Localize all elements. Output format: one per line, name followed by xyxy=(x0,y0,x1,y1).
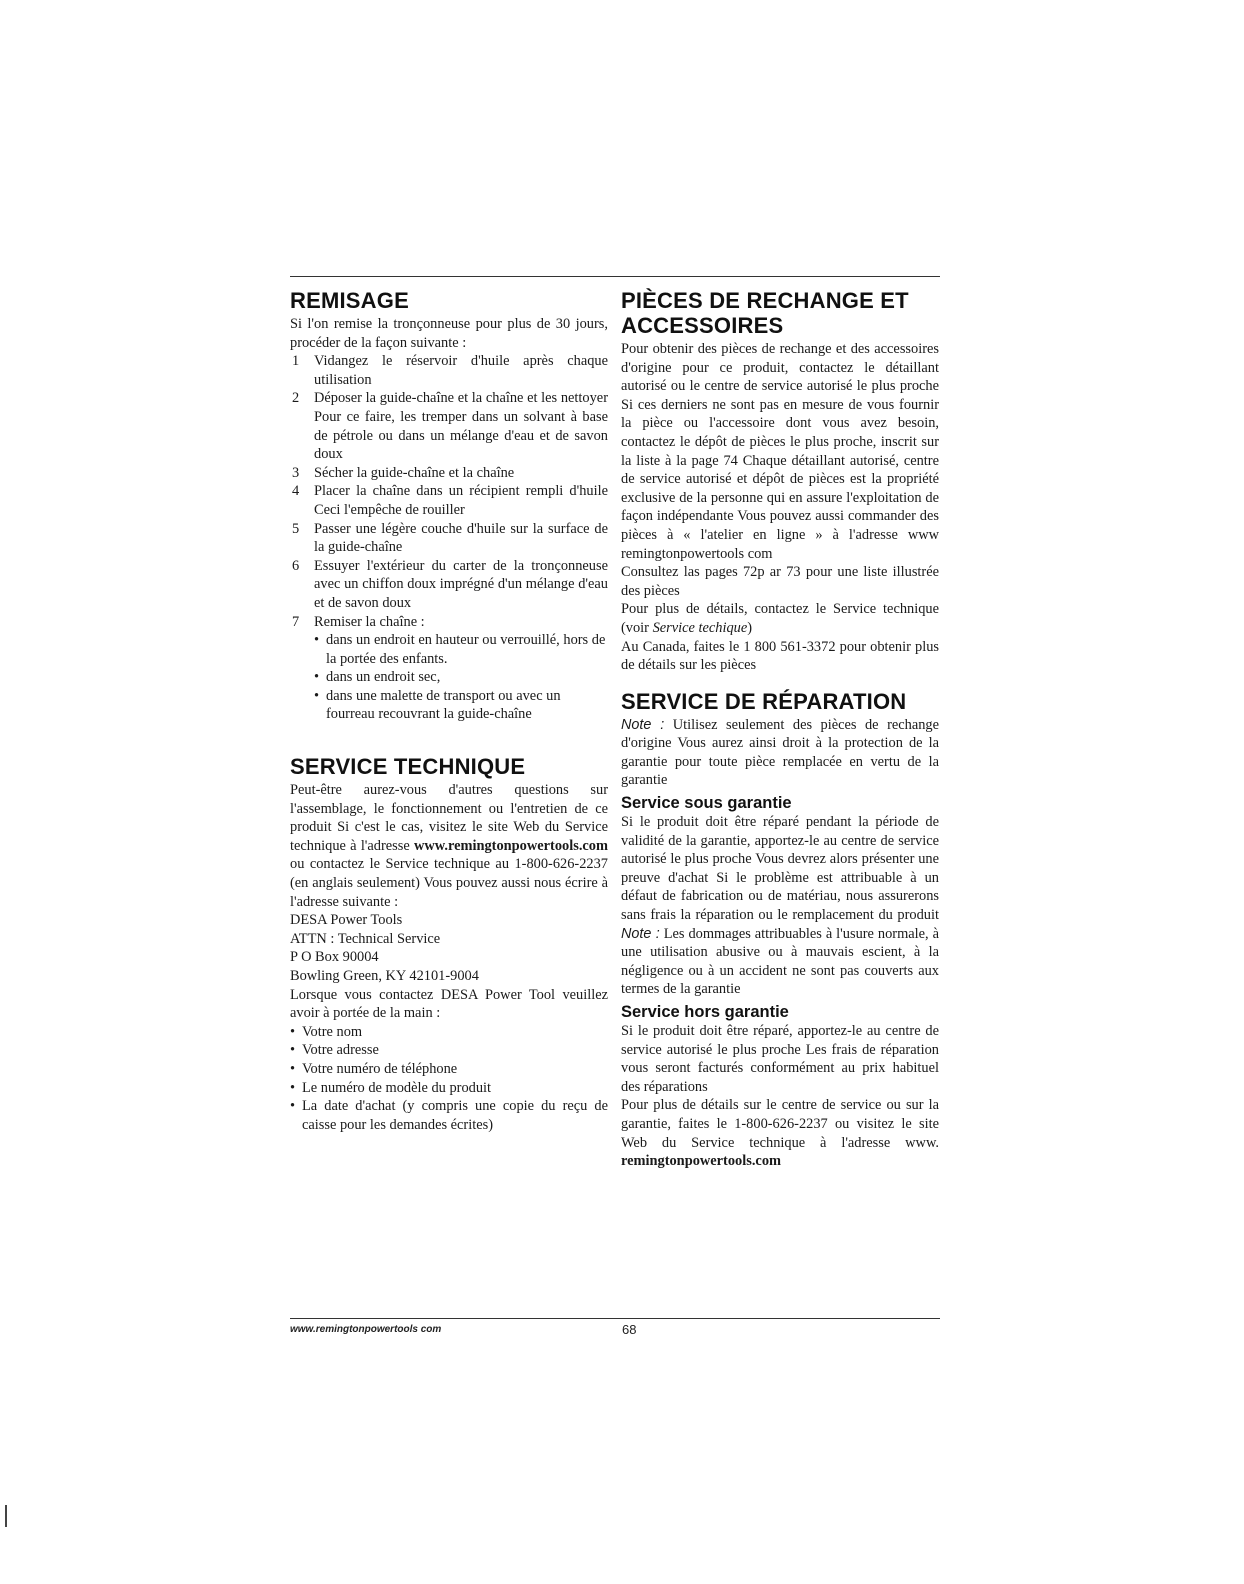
footer-url[interactable]: www.remingtonpowertools com xyxy=(290,1324,442,1335)
pieces-heading: PIÈCES DE RECHANGE ET ACCESSOIRES xyxy=(621,288,909,338)
remisage-intro: Si l'on remise la tronçonneuse pour plus de 30 jours, procéder de la façon suivante : xyxy=(290,316,608,351)
hors-garantie-url-link[interactable]: remingtonpowertools.com xyxy=(621,1153,782,1170)
contact-checklist-item: • Votre nom xyxy=(290,1023,363,1040)
service-technique-para: Peut-être aurez-vous d'autres questions sur l'assemblage, le fonctionnement ou l'entretien de ce produit Si c'est le cas, visitez le site Web du Service technique à l'adresse www.remingtonpowertools.com ou contactez le Service technique au 1-800-626-2237 (en anglais seulement) Vous pouvez aussi nous écrire à l'adresse suivante : xyxy=(290,782,608,910)
bottom-rule xyxy=(290,1318,940,1319)
reparation-heading: SERVICE DE RÉPARATION xyxy=(621,688,907,714)
bullet-icon: • xyxy=(314,687,320,704)
left-column xyxy=(290,288,608,1134)
garantie-para: Si le produit doit être réparé pendant la période de validité de la garantie, apportez-le au centre de service autorisé le plus proche Vous devrez alors présenter une preuve d'achat Si le problème est attribuable à un défaut de fabrication ou de matériau, nous assurerons sans frais la réparation ou le remplacement du produit Note : Les dommages attribuables à l'usure normale, à une utilisation abusive ou à mauvais escient, à la négligence ou à un accident ne sont pas couverts aux termes de la garantie xyxy=(621,814,939,998)
contact-checklist-item: • Le numéro de modèle du produit xyxy=(290,1079,492,1096)
service-technique-heading: SERVICE TECHNIQUE xyxy=(290,754,526,780)
scan-margin-mark xyxy=(5,1505,7,1527)
address-line: ATTN : Technical Service xyxy=(290,930,441,947)
remisage-heading: REMISAGE xyxy=(290,288,409,313)
reparation-note: Note : Utilisez seulement des pièces de rechange d'origine Vous aurez ainsi droit à la protection de la garantie pour toute pièce remplacée en vertu de la garantie xyxy=(621,716,939,789)
bullet-icon: • xyxy=(290,1060,296,1077)
top-rule xyxy=(290,276,940,277)
contact-intro: Lorsque vous contactez DESA Power Tool veuillez avoir à portée de la main : xyxy=(290,986,608,1022)
remisage-step: 5 Passer une légère couche d'huile sur la surface de la guide-chaîne xyxy=(292,520,608,556)
contact-checklist xyxy=(290,1023,608,1135)
remisage-step: 3 Sécher la guide-chaîne et la chaîne xyxy=(292,464,515,481)
remisage-steps xyxy=(290,352,608,631)
hors-garantie-para-2: Pour plus de détails sur le centre de service ou sur la garantie, faites le 1-800-626-2237 ou visitez le site Web du Service technique à l'adresse www. remingtonpowertools.com xyxy=(621,1097,939,1170)
address-line: P O Box 90004 xyxy=(290,949,379,966)
right-column xyxy=(621,288,939,1171)
remisage-sub-item: • dans une malette de transport ou avec un fourreau recouvrant la guide-chaîne xyxy=(314,687,561,723)
remisage-step: 4 Placer la chaîne dans un récipient rempli d'huile Ceci l'empêche de rouiller xyxy=(292,483,608,518)
remisage-step: 7 Remiser la chaîne : xyxy=(292,613,425,630)
bullet-icon: • xyxy=(290,1023,296,1040)
remisage-step: 6 Essuyer l'extérieur du carter de la tronçonneuse avec un chiffon doux imprégné d'un mélange d'eau et de savon doux xyxy=(292,557,608,611)
bullet-icon: • xyxy=(314,669,320,686)
remisage-step: 1 Vidangez le réservoir d'huile après chaque utilisation xyxy=(292,353,608,388)
pieces-para-2: Consultez las pages 72p ar 73 pour une liste illustrée des pièces xyxy=(621,564,939,599)
bullet-icon: • xyxy=(290,1042,296,1059)
bullet-icon: • xyxy=(290,1098,296,1115)
bullet-icon: • xyxy=(290,1079,296,1096)
pieces-para-4: Au Canada, faites le 1 800 561-3372 pour obtenir plus de détails sur les pièces xyxy=(621,638,939,674)
pieces-para-1: Pour obtenir des pièces de rechange et des accessoires d'origine pour ce produit, contactez le détaillant autorisé ou le centre de service autorisé le plus proche Si ces derniers ne sont pas en mesure de vous fournir la pièce ou l'accessoire dont vous avez besoin, contactez le dépôt de pièces le plus proche, inscrit sur la liste à la page 74 Chaque détaillant autorisé, centre de service autorisé et dépôt de pièces est la propriété exclusive de la personne qui en assure l'exploitation de façon indépendante Vous pouvez aussi commander des pièces à « l'atelier en ligne » à l'adresse www remingtonpowertools com xyxy=(621,341,939,562)
contact-checklist-item: • Votre numéro de téléphone xyxy=(290,1060,458,1077)
remisage-sub-item: • dans un endroit en hauteur ou verrouillé, hors de la portée des enfants. xyxy=(314,632,606,667)
address-block xyxy=(290,911,608,985)
page-number: 68 xyxy=(622,1322,637,1337)
hors-garantie-heading: Service hors garantie xyxy=(621,1003,789,1021)
bullet-icon: • xyxy=(314,632,320,649)
address-line: DESA Power Tools xyxy=(290,912,403,929)
contact-checklist-item: • Votre adresse xyxy=(290,1042,379,1059)
address-line: Bowling Green, KY 42101-9004 xyxy=(290,968,479,984)
remisage-step: 2 Déposer la guide-chaîne et la chaîne et les nettoyer Pour ce faire, les tremper dans un solvant à base de pétrole ou dans un mélange d'eau et de savon doux xyxy=(292,390,608,463)
service-url-link[interactable]: www.remingtonpowertools.com xyxy=(414,837,608,854)
contact-checklist-item: • La date d'achat (y compris une copie du reçu de caisse pour les demandes écrites) xyxy=(290,1098,608,1133)
remisage-sub-list xyxy=(290,631,608,724)
remisage-sub-item: • dans un endroit sec, xyxy=(314,669,441,686)
pieces-para-3: Pour plus de détails, contactez le Service technique (voir Service techique) xyxy=(621,601,939,636)
garantie-heading: Service sous garantie xyxy=(621,794,792,813)
hors-garantie-para-1: Si le produit doit être réparé, apportez-le au centre de service autorisé le plus proche Les frais de réparation vous seront facturés conformément au prix habituel des réparations xyxy=(621,1023,939,1095)
